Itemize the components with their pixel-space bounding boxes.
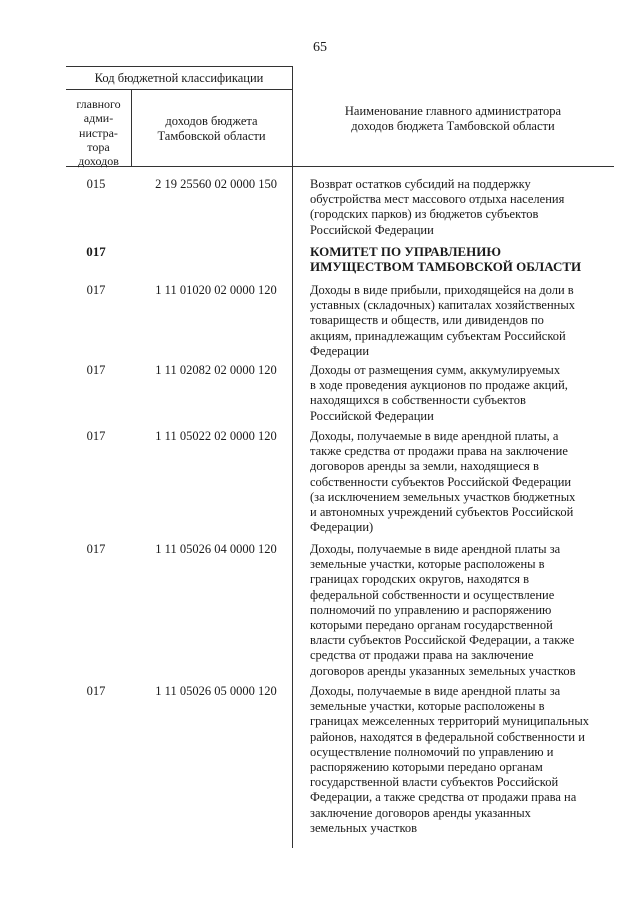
income-name-line: обустройства мест массового отдыха населения bbox=[310, 192, 565, 207]
income-name-line: которыми передано органам государственной bbox=[310, 618, 553, 633]
page-number: 65 bbox=[313, 40, 327, 55]
income-name-line: распоряжению которыми передано органам bbox=[310, 760, 543, 775]
admin-code: 015 bbox=[86, 177, 106, 191]
header-col-admin-line: доходов bbox=[78, 154, 119, 169]
income-name-line: районов, находятся в федеральной собственности и bbox=[310, 729, 585, 744]
admin-code: 017 bbox=[86, 684, 106, 698]
income-name-line: земельные участки, которые расположены в bbox=[310, 699, 545, 714]
income-name-line: также средства от продажи права на заключение bbox=[310, 444, 568, 459]
header-col-name-line: Наименование главного администратора bbox=[344, 104, 562, 118]
income-name-line: границах городских округов, находятся в bbox=[310, 572, 529, 587]
admin-code: 017 bbox=[86, 542, 106, 556]
income-name-line: земельные участки, которые расположены в bbox=[310, 557, 545, 572]
header-col-name bbox=[292, 104, 614, 134]
income-name-line: власти субъектов Российской Федерации, а также bbox=[310, 633, 575, 648]
header-col-admin bbox=[66, 97, 131, 168]
header-mid-rule bbox=[66, 89, 292, 90]
header-group-label: Код бюджетной классификации bbox=[94, 71, 264, 85]
income-name-line: (за исключением земельных участков бюджетных bbox=[310, 489, 576, 504]
header-col-income-line: Тамбовской области bbox=[157, 129, 266, 143]
admin-code: 017 bbox=[86, 283, 106, 297]
header-bottom-rule bbox=[66, 166, 614, 167]
income-code: 1 11 05022 02 0000 120 bbox=[155, 429, 277, 443]
section-title-line: КОМИТЕТ ПО УПРАВЛЕНИЮ bbox=[310, 244, 502, 259]
income-name-line: находящихся в собственности субъектов bbox=[310, 393, 526, 408]
income-name-line: заключение договоров аренды указанных bbox=[310, 805, 531, 820]
income-name-line: Доходы, получаемые в виде арендной платы за bbox=[310, 684, 561, 698]
admin-code: 017 bbox=[86, 363, 106, 377]
income-name bbox=[310, 283, 592, 359]
income-name-line: в ходе проведения аукционов по продаже акций, bbox=[310, 378, 568, 393]
income-name bbox=[310, 542, 592, 679]
income-name-line: средства от продажи права на заключение bbox=[310, 648, 534, 663]
body-divider-code bbox=[292, 166, 293, 848]
income-code: 2 19 25560 02 0000 150 bbox=[155, 177, 277, 191]
income-name-line: договоров аренды указанных земельных участков bbox=[310, 663, 576, 678]
header-col-admin-line: нистра- bbox=[79, 125, 118, 140]
income-name-line: Федерации) bbox=[310, 520, 374, 535]
income-name-line: Доходы в виде прибыли, приходящейся на доли в bbox=[310, 283, 574, 297]
income-name-line: Российской Федерации bbox=[310, 222, 434, 237]
admin-code: 017 bbox=[86, 244, 106, 259]
income-name bbox=[310, 429, 592, 535]
income-name-line: акциям, принадлежащим субъектам Российской bbox=[310, 328, 566, 343]
income-name-line: Федерации, а также средства от продажи права на bbox=[310, 790, 577, 805]
income-name-line: Федерации bbox=[310, 343, 370, 358]
income-name-line: Российской Федерации bbox=[310, 408, 434, 423]
income-name bbox=[310, 684, 592, 836]
header-col-name-line: доходов бюджета Тамбовской области bbox=[351, 119, 555, 133]
income-code: 1 11 02082 02 0000 120 bbox=[155, 363, 277, 377]
income-name-line: договоров аренды за земли, находящиеся в bbox=[310, 459, 539, 474]
income-name-line: федеральной собственности и осуществление bbox=[310, 587, 555, 602]
income-name-line: Доходы, получаемые в виде арендной платы, а bbox=[310, 429, 559, 443]
income-name-line: Доходы от размещения сумм, аккумулируемых bbox=[310, 363, 561, 377]
income-name-line: осуществление полномочий по управлению и bbox=[310, 744, 554, 759]
header-col-income-line: доходов бюджета bbox=[165, 114, 258, 128]
income-name-line: государственной власти субъектов Российской bbox=[310, 775, 559, 790]
income-name-line: и автономных учреждений субъектов Российской bbox=[310, 505, 574, 520]
income-name-line: товариществ и обществ, или дивидендов по bbox=[310, 313, 544, 328]
header-top-rule bbox=[66, 66, 292, 67]
header-col-admin-line: адми- bbox=[83, 111, 114, 126]
income-name-line: границах межселенных территорий муниципальных bbox=[310, 714, 590, 729]
income-name-line: собственности субъектов Российской Федерации bbox=[310, 474, 572, 489]
income-name-line: (городских парков) из бюджетов субъектов bbox=[310, 207, 539, 222]
admin-code: 017 bbox=[86, 429, 106, 443]
income-name-line: Возврат остатков субсидий на поддержку bbox=[310, 177, 531, 191]
income-name-line: Доходы, получаемые в виде арендной платы за bbox=[310, 542, 561, 556]
income-name-line: уставных (складочных) капиталах хозяйственных bbox=[310, 298, 575, 313]
income-code: 1 11 05026 04 0000 120 bbox=[155, 542, 277, 556]
section-title-line: ИМУЩЕСТВОМ ТАМБОВСКОЙ ОБЛАСТИ bbox=[310, 259, 582, 274]
income-code: 1 11 01020 02 0000 120 bbox=[155, 283, 277, 297]
section-title bbox=[310, 244, 592, 274]
income-name-line: полномочий по управлению и распоряжению bbox=[310, 602, 552, 617]
header-col-admin-line: тора bbox=[87, 139, 110, 154]
header-col-admin-line: главного bbox=[76, 97, 121, 111]
header-col-income bbox=[131, 114, 292, 144]
income-name bbox=[310, 363, 592, 424]
income-name bbox=[310, 177, 592, 238]
income-name-line: земельных участков bbox=[310, 820, 418, 835]
income-code: 1 11 05026 05 0000 120 bbox=[155, 684, 277, 698]
